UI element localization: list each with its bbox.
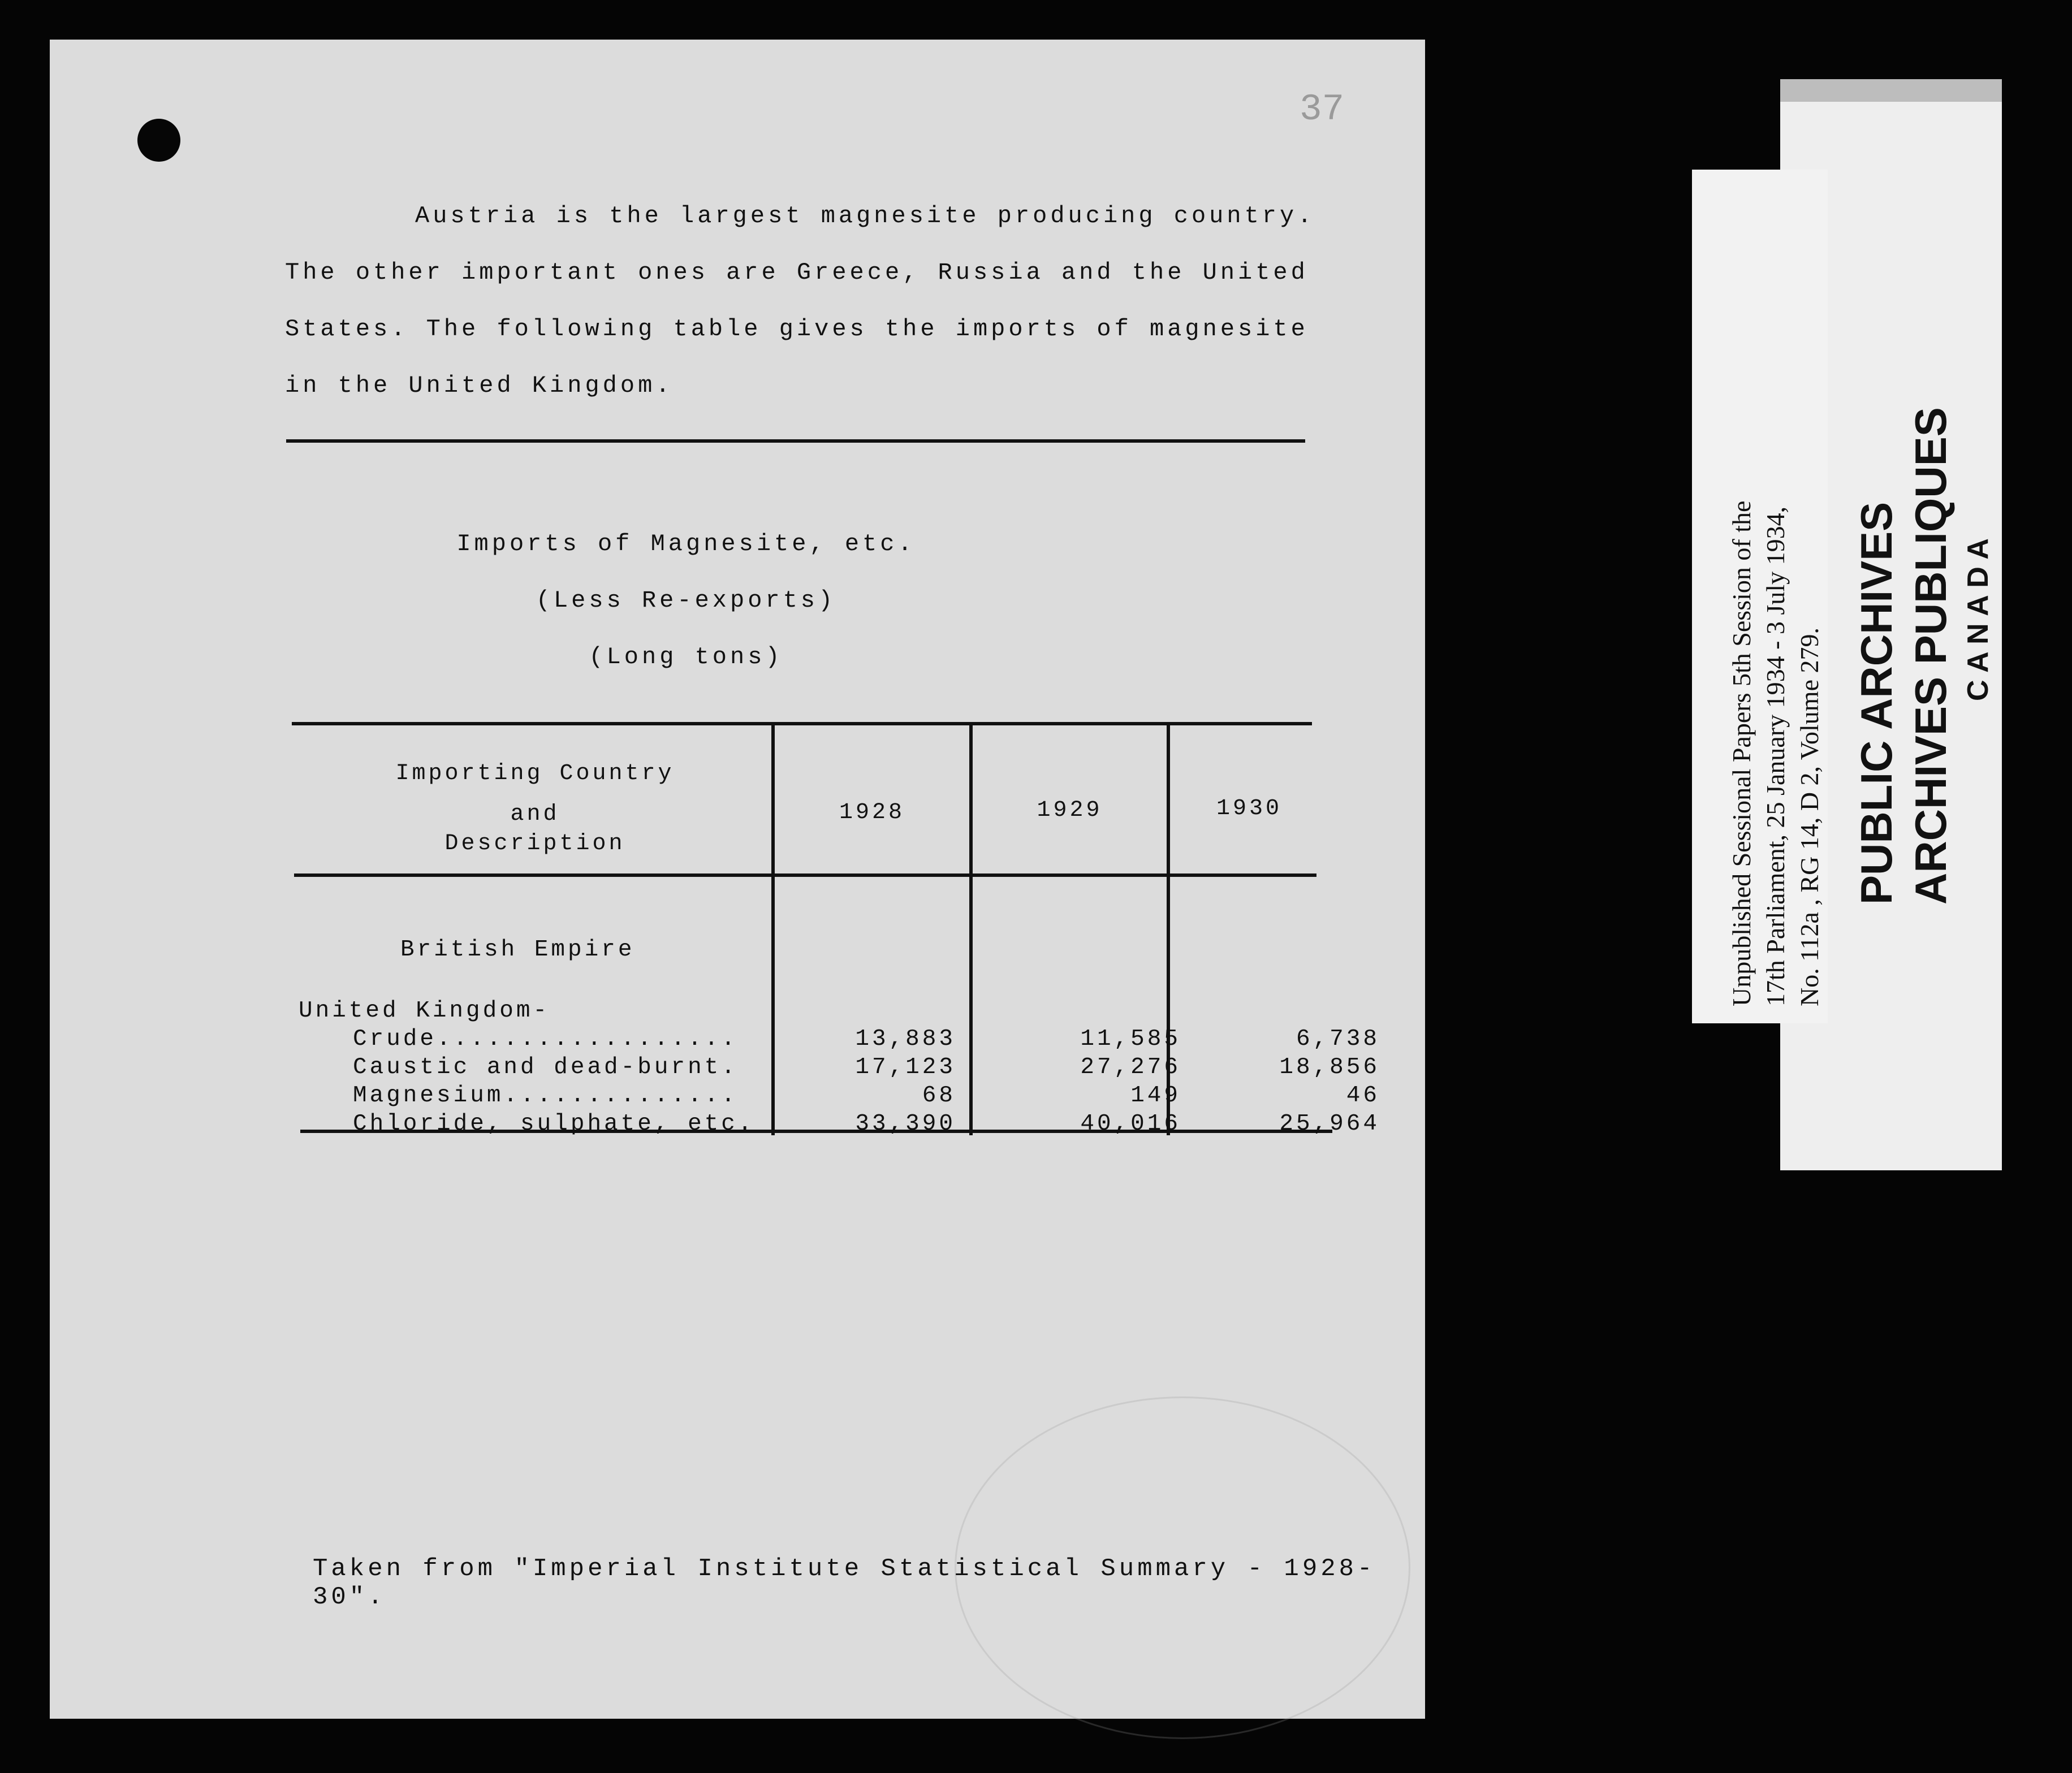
intro-paragraph xyxy=(285,188,1382,414)
column-header-1929: 1929 xyxy=(1037,798,1103,823)
document-page xyxy=(50,40,1425,1719)
cell-1930: 25,964 xyxy=(1279,1111,1380,1137)
source-note: Taken from "Imperial Institute Statistical Summary - 1928-30". xyxy=(313,1555,1376,1611)
column-header-1930: 1930 xyxy=(1216,796,1282,821)
column-header-description: Importing Country and Description xyxy=(395,761,675,857)
cell-1928: 33,390 xyxy=(855,1111,956,1137)
archives-line-2: ARCHIVES PUBLIQUES xyxy=(1906,407,1956,905)
cell-1928: 13,883 xyxy=(855,1026,956,1052)
group-label: United Kingdom- xyxy=(299,998,550,1024)
cell-1930: 18,856 xyxy=(1279,1054,1380,1080)
intro-line: States. The following table gives the imports of magnesite xyxy=(285,315,1309,343)
archives-title xyxy=(1849,407,1998,905)
table-units: (Long tons) xyxy=(589,643,783,671)
row-label: Crude.................. xyxy=(353,1026,738,1052)
column-divider xyxy=(771,725,775,1135)
archive-card-edge xyxy=(1780,79,2002,102)
row-label: Magnesium.............. xyxy=(353,1083,738,1109)
cell-1930: 6,738 xyxy=(1296,1026,1380,1052)
archives-line-3: C A N A D A xyxy=(1962,538,1995,701)
cell-1928: 68 xyxy=(922,1083,956,1109)
divider-rule xyxy=(286,439,1305,443)
cell-1929: 40,016 xyxy=(1080,1111,1181,1137)
cell-1930: 46 xyxy=(1346,1083,1380,1109)
column-header-1928: 1928 xyxy=(839,800,905,825)
table-top-rule xyxy=(292,722,1312,725)
intro-line: The other important ones are Greece, Russia and the United xyxy=(285,259,1309,286)
punch-hole xyxy=(137,119,180,162)
section-label: British Empire xyxy=(400,937,635,963)
source-citation-line: No. 112a , RG 14, D 2, Volume 279. xyxy=(1795,628,1824,1006)
table-subtitle: (Less Re-exports) xyxy=(536,587,836,614)
source-citation-line: Unpublished Sessional Papers 5th Session of the xyxy=(1727,500,1756,1006)
intro-line: in the United Kingdom. xyxy=(285,372,674,399)
cell-1928: 17,123 xyxy=(855,1054,956,1080)
cell-1929: 11,585 xyxy=(1080,1026,1181,1052)
row-label: Chloride, sulphate, etc. xyxy=(353,1111,755,1137)
cell-1929: 27,276 xyxy=(1080,1054,1181,1080)
cell-1929: 149 xyxy=(1130,1083,1181,1109)
column-divider xyxy=(969,725,973,1135)
table-header-rule xyxy=(294,873,1316,877)
source-citation-line: 17th Parliament, 25 January 1934 - 3 July 1934, xyxy=(1761,506,1790,1006)
intro-line: Austria is the largest magnesite producing country. xyxy=(415,202,1315,230)
page-number: 37 xyxy=(1300,88,1345,131)
source-citation xyxy=(1725,501,1827,1006)
archives-line-1: PUBLIC ARCHIVES xyxy=(1851,501,1901,905)
row-label: Caustic and dead-burnt. xyxy=(353,1054,738,1080)
table-title: Imports of Magnesite, etc. xyxy=(456,530,916,557)
